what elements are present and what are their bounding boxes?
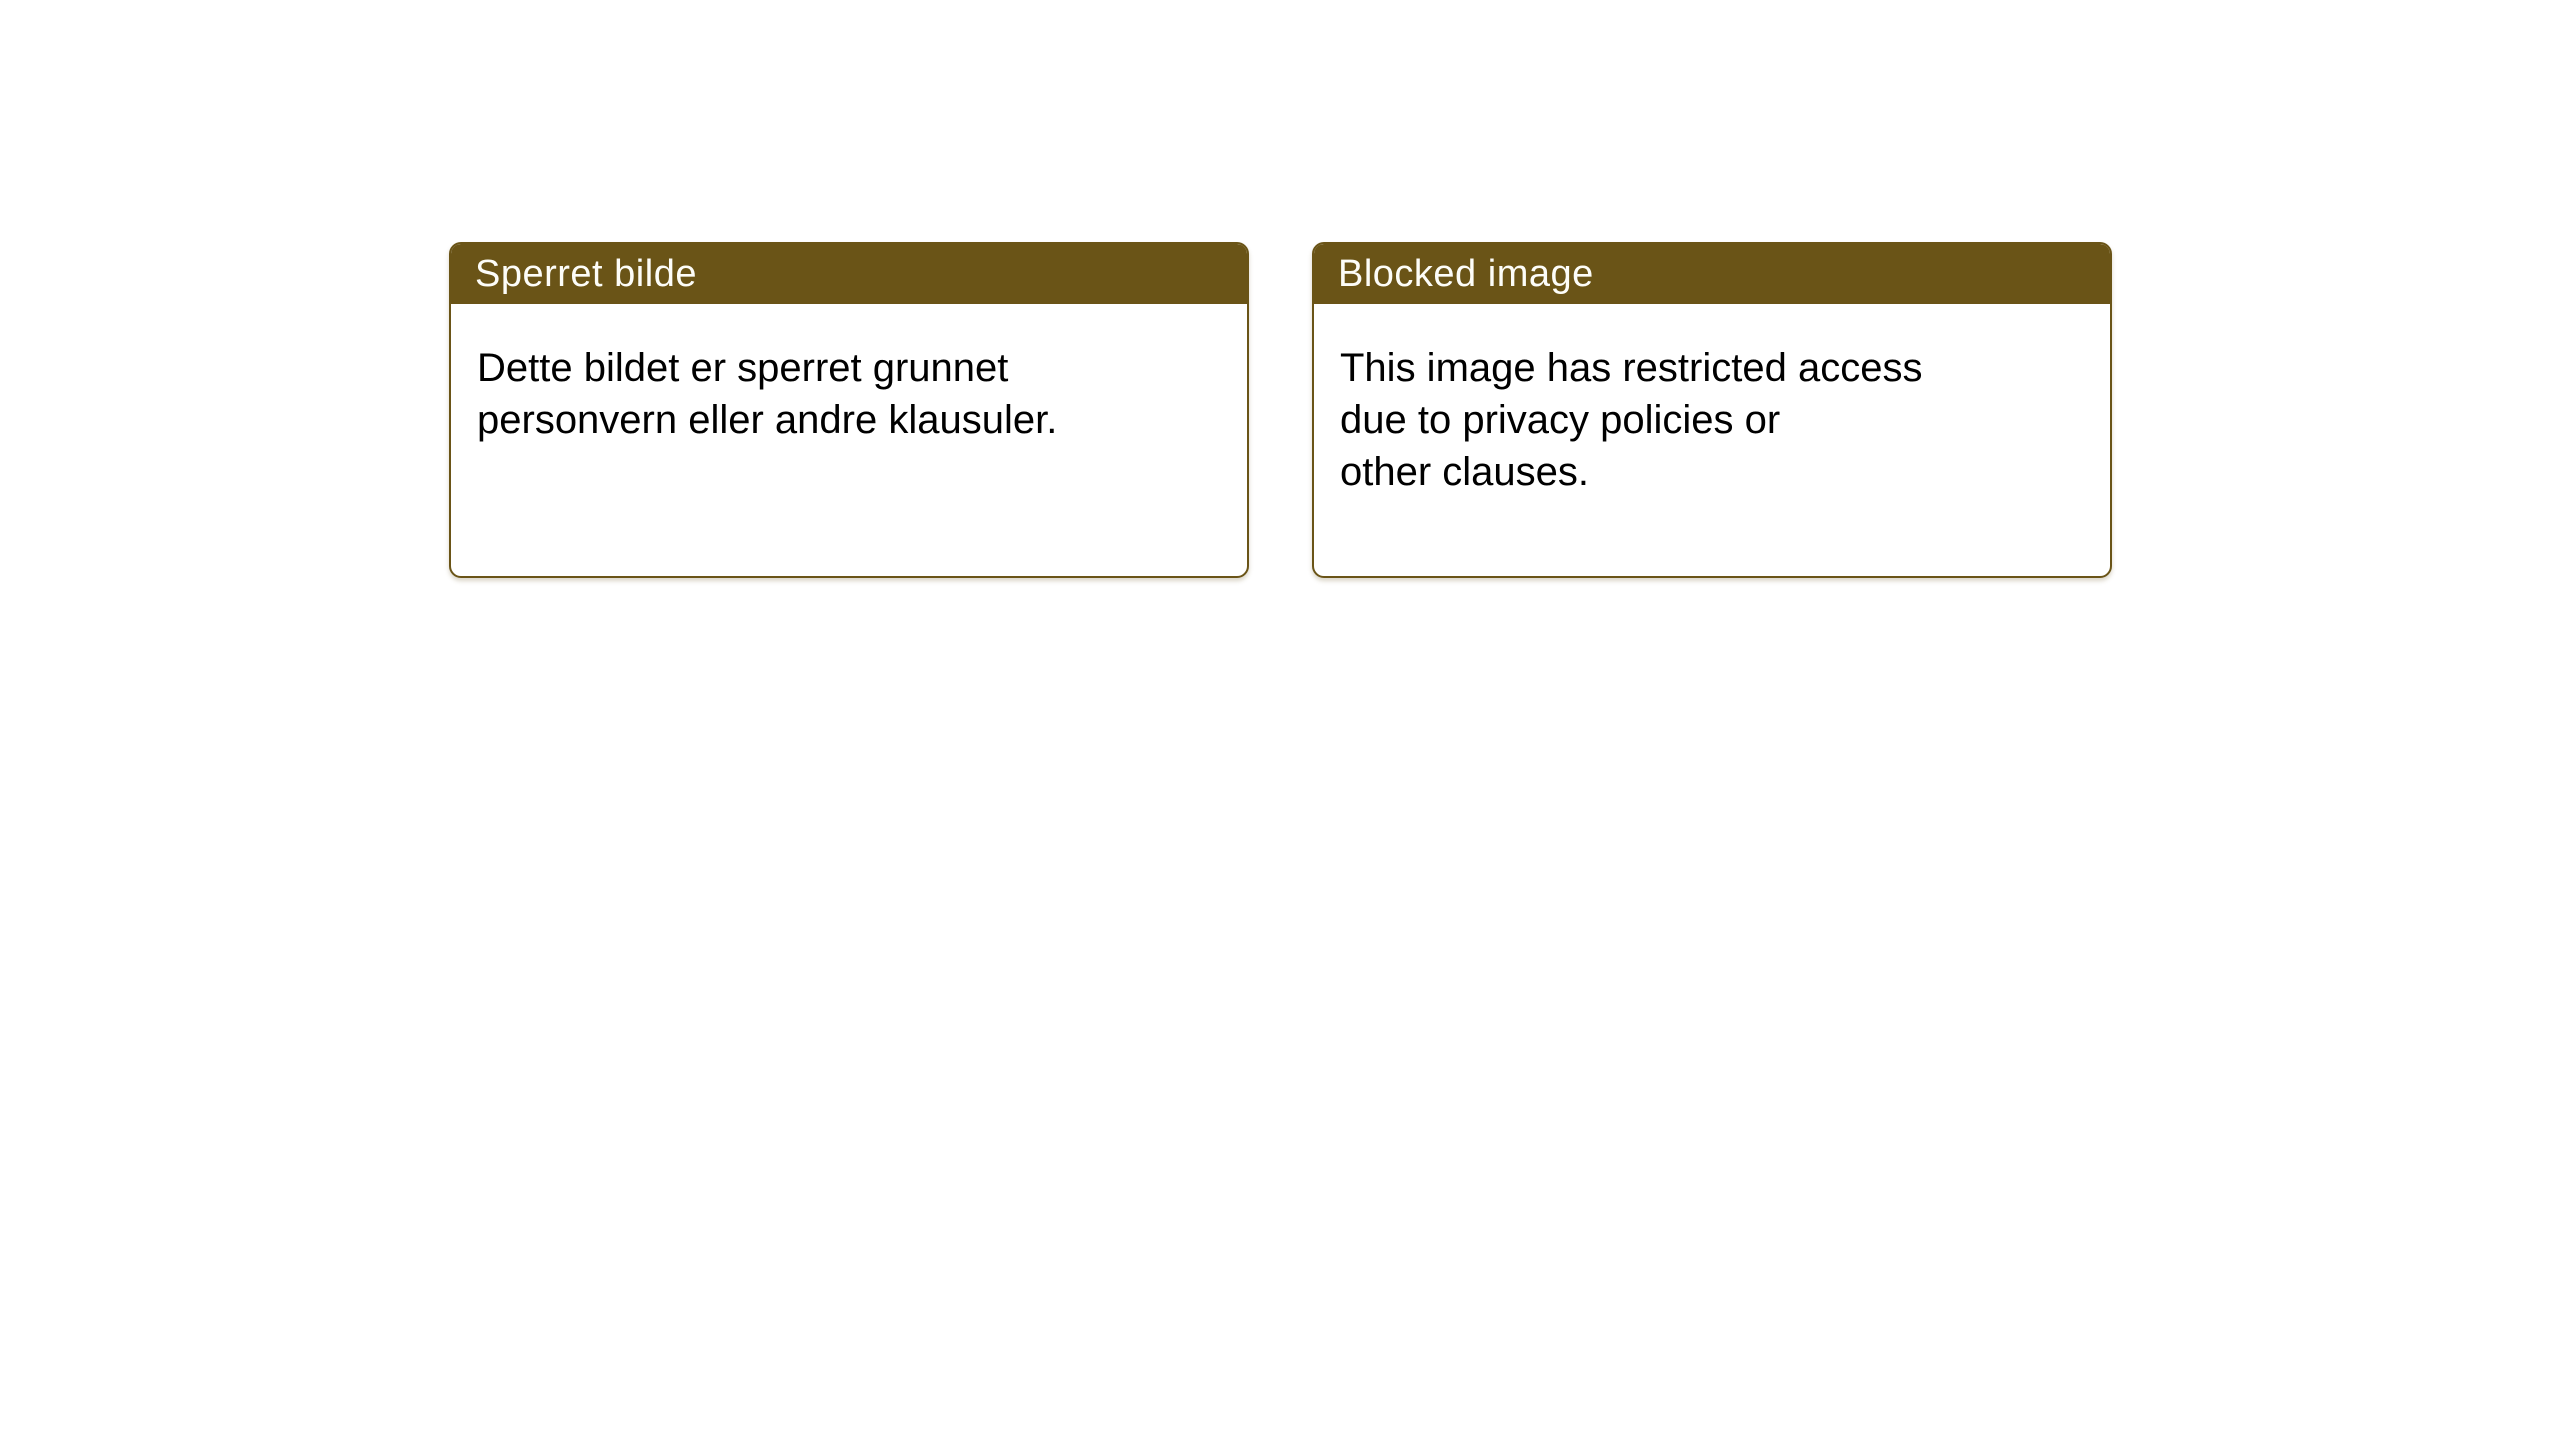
card-body: [1314, 304, 2110, 498]
card-body-line: This image has restricted access: [1340, 346, 1923, 390]
card-header: [1314, 244, 2110, 304]
card-body-line: other clauses.: [1340, 450, 1590, 494]
card-title: Sperret bilde: [475, 252, 697, 295]
card-body-line: due to privacy policies or: [1340, 398, 1781, 442]
blocked-image-card-norwegian: [449, 242, 1249, 578]
blocked-image-card-english: [1312, 242, 2112, 578]
card-title: Blocked image: [1338, 252, 1594, 295]
card-body: [451, 304, 1247, 446]
card-header: [451, 244, 1247, 304]
card-body-line: Dette bildet er sperret grunnet: [477, 346, 1009, 390]
card-body-line: personvern eller andre klausuler.: [477, 398, 1058, 442]
